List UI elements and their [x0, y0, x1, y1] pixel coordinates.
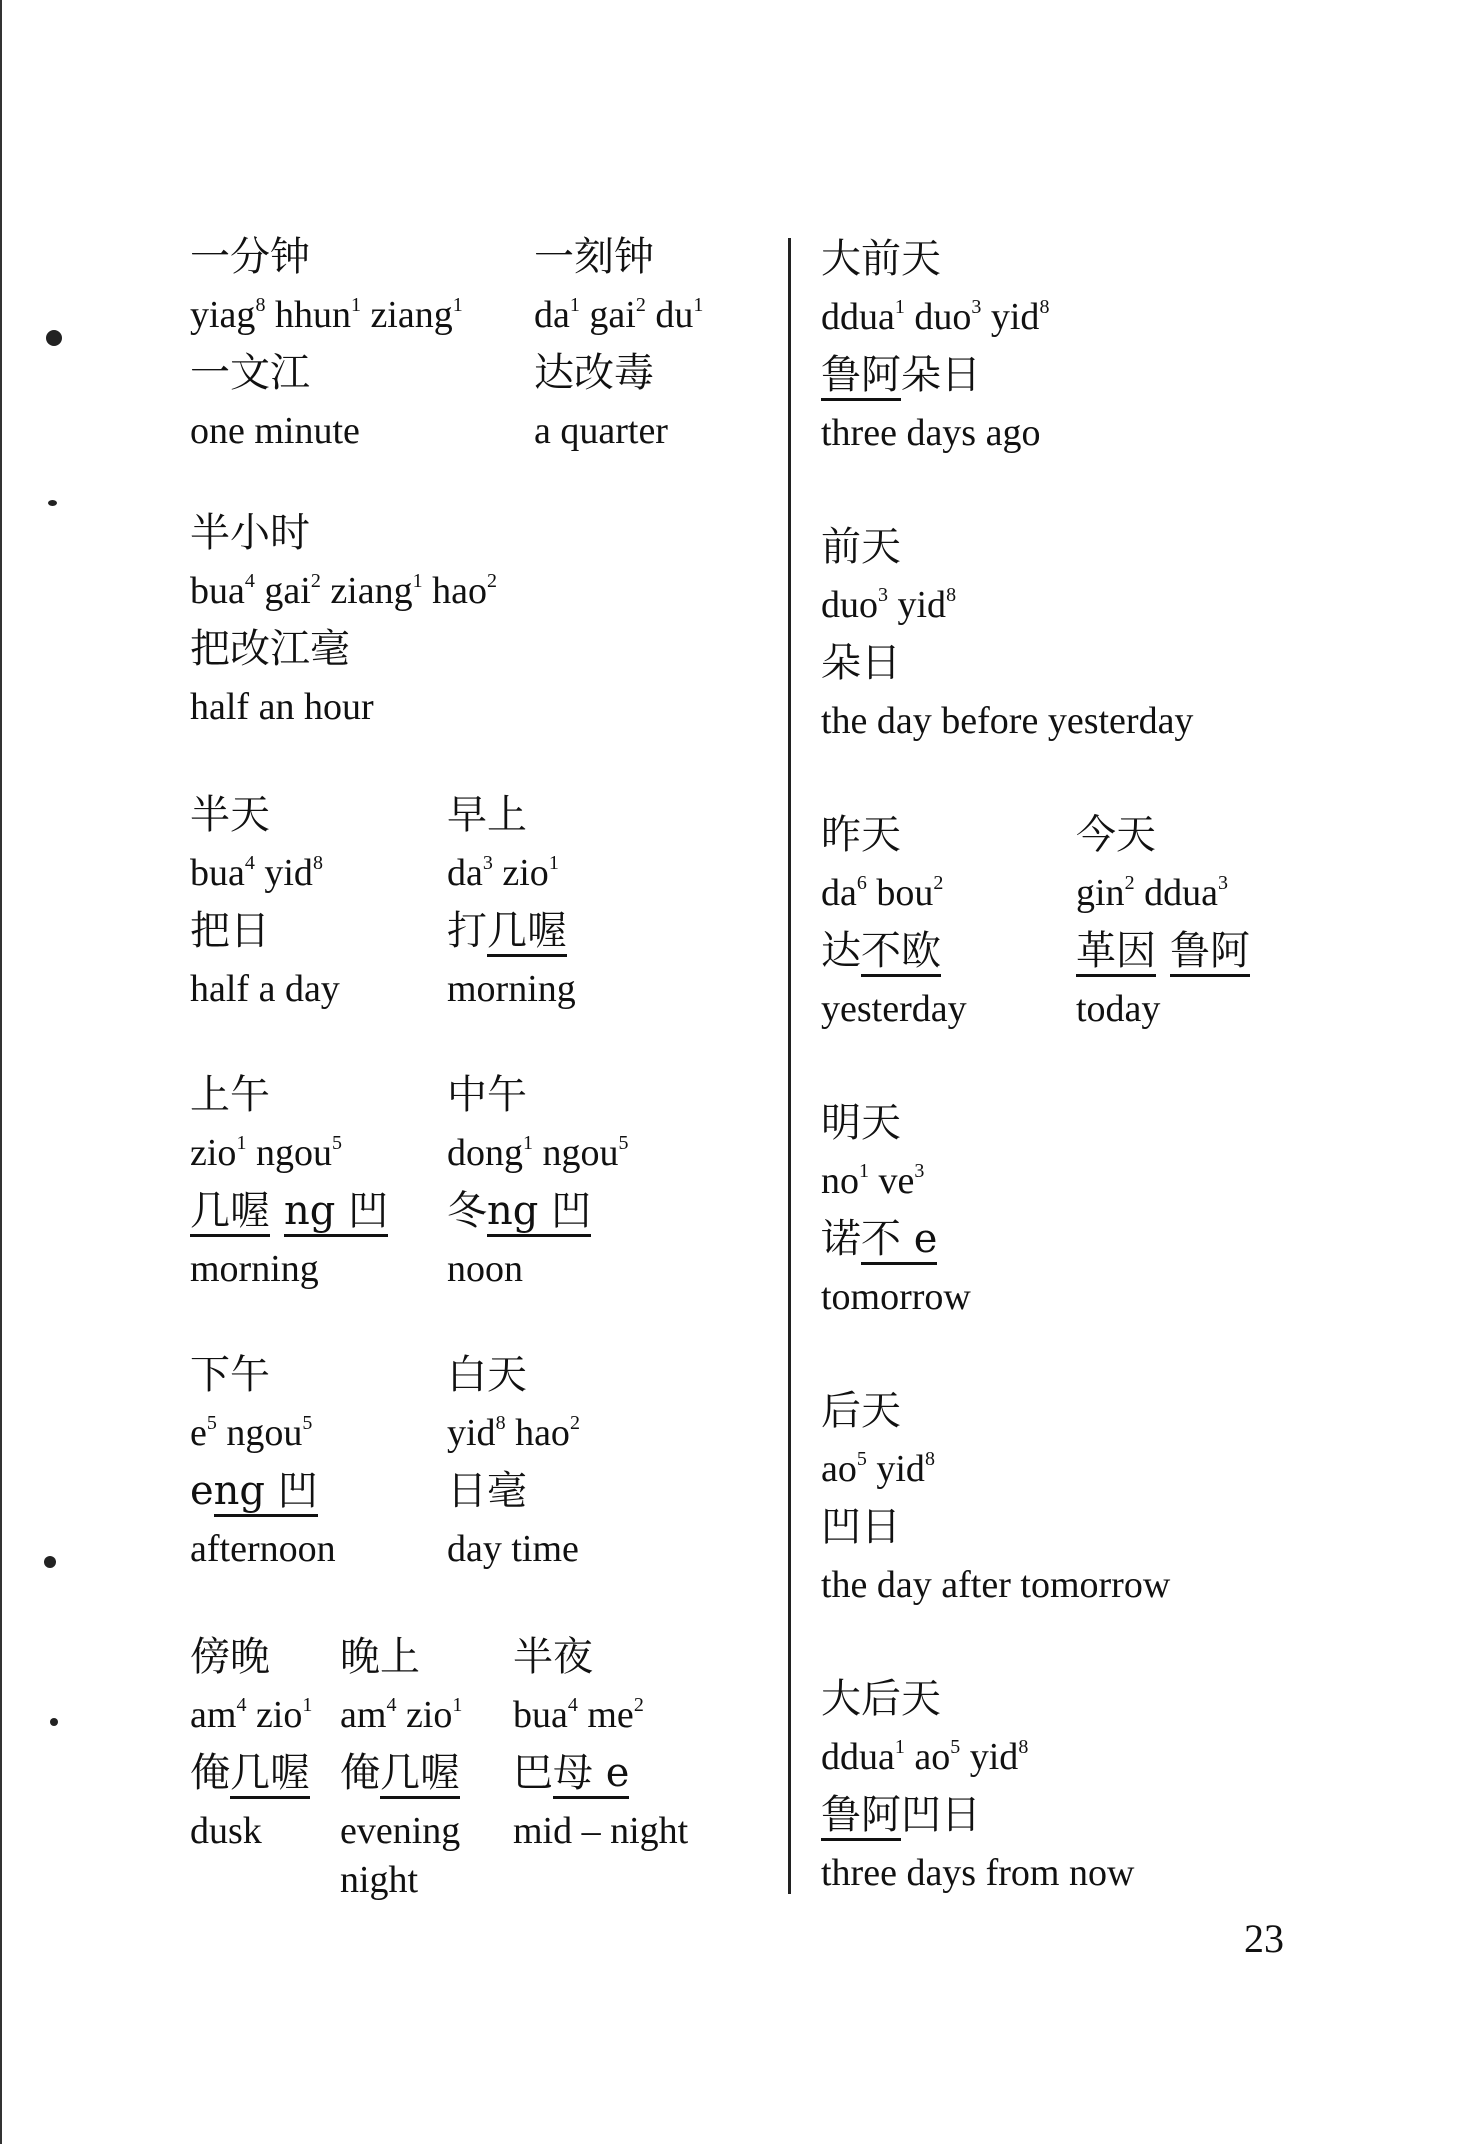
- english-meaning: morning: [190, 1248, 319, 1290]
- romanization: [190, 286, 463, 344]
- tone-number: 1: [350, 294, 361, 316]
- chinese-term: 白天: [447, 1352, 527, 1398]
- tone-number: 4: [567, 1694, 578, 1716]
- romanization: [821, 576, 1193, 634]
- glossary-entry: [190, 228, 463, 460]
- english-meaning: yesterday: [821, 988, 967, 1030]
- syllable: yid: [897, 584, 947, 626]
- glossary-entry: [190, 786, 340, 1018]
- dialect-transcription: [340, 1744, 462, 1802]
- romanization: [447, 1404, 580, 1462]
- syllable: gin: [1076, 872, 1125, 914]
- romanization: [1076, 864, 1250, 922]
- syllable: ao: [914, 1736, 951, 1778]
- tone-number: 3: [878, 584, 888, 606]
- plain-segment: 达: [821, 928, 861, 974]
- chinese-term: 大前天: [821, 236, 941, 282]
- dialect-transcription: [821, 922, 967, 980]
- syllable: bua: [513, 1694, 568, 1736]
- syllable: zio: [255, 1694, 303, 1736]
- syllable: ddua: [1144, 872, 1218, 914]
- dialect-transcription: [447, 1462, 580, 1520]
- tone-number: 5: [950, 1736, 961, 1758]
- underlined-segment: 几喔: [380, 1750, 460, 1799]
- english-meaning: night: [340, 1859, 419, 1901]
- tone-number: 2: [1124, 872, 1135, 894]
- chinese-term: 早上: [447, 792, 527, 838]
- underlined-segment: 鲁阿: [821, 352, 901, 401]
- chinese-term: 今天: [1076, 812, 1156, 858]
- underlined-segment: 不欧: [861, 928, 941, 977]
- tone-number: 4: [386, 1694, 397, 1716]
- syllable: da: [447, 852, 483, 894]
- plain-segment: 朵日: [901, 352, 981, 398]
- syllable: ziang: [330, 570, 413, 612]
- syllable: yid: [876, 1448, 925, 1490]
- plain-segment: 一文江: [190, 350, 310, 396]
- syllable: bua: [190, 852, 245, 894]
- column-divider: [788, 238, 791, 1894]
- dialect-transcription: [821, 1786, 1134, 1844]
- syllable: zio: [502, 852, 549, 894]
- tone-number: 2: [635, 294, 646, 316]
- bullet-mark: [46, 330, 62, 346]
- syllable: bua: [190, 570, 245, 612]
- syllable: hao: [432, 570, 487, 612]
- syllable: duo: [914, 296, 972, 338]
- tone-number: 3: [971, 296, 982, 318]
- tone-number: 1: [412, 570, 423, 592]
- syllable: hhun: [274, 294, 351, 336]
- syllable: me: [587, 1694, 634, 1736]
- chinese-term: 傍晚: [190, 1634, 270, 1680]
- plain-segment: 巴: [513, 1750, 553, 1796]
- syllable: da: [821, 872, 857, 914]
- syllable: ddua: [821, 1736, 895, 1778]
- tone-number: 2: [633, 1694, 644, 1716]
- english-meaning: dusk: [190, 1810, 262, 1852]
- tone-number: 1: [452, 1694, 463, 1716]
- tone-number: 5: [302, 1412, 313, 1434]
- tone-number: 3: [482, 852, 493, 874]
- underlined-segment: 几喔: [230, 1750, 310, 1799]
- glossary-entry: [821, 230, 1049, 462]
- english-meaning: mid – night: [513, 1810, 689, 1852]
- syllable: yid: [969, 1736, 1019, 1778]
- romanization: [534, 286, 703, 344]
- chinese-term: 半天: [190, 792, 270, 838]
- tone-number: 1: [894, 296, 905, 318]
- english-meaning: morning: [447, 968, 576, 1010]
- dialect-transcription: [534, 344, 703, 402]
- dialect-transcription: [190, 902, 340, 960]
- chinese-term: 半小时: [190, 510, 310, 556]
- tone-number: 8: [495, 1412, 506, 1434]
- syllable: e: [190, 1412, 207, 1454]
- english-meaning: today: [1076, 988, 1161, 1030]
- dialect-transcription: [447, 1182, 629, 1240]
- syllable: ziang: [370, 294, 453, 336]
- syllable: ngou: [542, 1132, 619, 1174]
- romanization: [190, 562, 497, 620]
- tone-number: 1: [236, 1132, 247, 1154]
- bullet-mark: [50, 1718, 58, 1726]
- dialect-transcription: [190, 620, 497, 678]
- english-meaning: noon: [447, 1248, 523, 1290]
- syllable: yid: [264, 852, 313, 894]
- glossary-entry: [190, 1628, 312, 1860]
- english-meaning: half an hour: [190, 686, 374, 728]
- romanization: [821, 1728, 1134, 1786]
- syllable: gai: [264, 570, 311, 612]
- dialect-transcription: [190, 344, 463, 402]
- syllable: yid: [990, 296, 1040, 338]
- tone-number: 1: [569, 294, 580, 316]
- english-meaning: three days from now: [821, 1852, 1135, 1894]
- chinese-term: 明天: [821, 1100, 901, 1146]
- glossary-entry: [534, 228, 703, 460]
- syllable: am: [340, 1694, 387, 1736]
- tone-number: 8: [255, 294, 266, 316]
- chinese-term: 上午: [190, 1072, 270, 1118]
- syllable: am: [190, 1694, 237, 1736]
- tone-number: 5: [206, 1412, 217, 1434]
- plain-segment: 把改江毫: [190, 626, 350, 672]
- underlined-segment: 几喔: [190, 1188, 270, 1237]
- plain-segment: e: [190, 1468, 214, 1514]
- romanization: [447, 1124, 629, 1182]
- glossary-entry: [821, 518, 1193, 750]
- tone-number: 1: [548, 852, 559, 874]
- tone-number: 1: [859, 1160, 869, 1182]
- chinese-term: 昨天: [821, 812, 901, 858]
- tone-number: 2: [933, 872, 944, 894]
- underlined-segment: 母 e: [553, 1750, 629, 1799]
- english-meaning: afternoon: [190, 1528, 336, 1570]
- tone-number: 5: [856, 1448, 867, 1470]
- english-meaning: one minute: [190, 410, 360, 452]
- bullet-mark: [44, 1556, 56, 1568]
- chinese-term: 晚上: [340, 1634, 420, 1680]
- chinese-term: 一分钟: [190, 234, 310, 280]
- chinese-term: 前天: [821, 524, 901, 570]
- syllable: duo: [821, 584, 878, 626]
- glossary-entry: [447, 1066, 629, 1298]
- plain-segment: 日毫: [447, 1468, 527, 1514]
- glossary-entry: [340, 1628, 462, 1900]
- tone-number: 2: [310, 570, 321, 592]
- english-meaning: tomorrow: [821, 1276, 971, 1318]
- plain-segment: 俺: [190, 1750, 230, 1796]
- glossary-entry: [513, 1628, 688, 1860]
- syllable: ao: [821, 1448, 857, 1490]
- tone-number: 8: [1018, 1736, 1029, 1758]
- tone-number: 1: [894, 1736, 905, 1758]
- glossary-entry: [190, 1346, 336, 1578]
- tone-number: 1: [523, 1132, 533, 1154]
- syllable: du: [655, 294, 694, 336]
- english-meaning: evening: [340, 1810, 461, 1852]
- glossary-entry: [821, 1382, 1170, 1614]
- underlined-segment: ng 凹: [284, 1188, 388, 1237]
- romanization: [447, 844, 576, 902]
- syllable: bou: [876, 872, 934, 914]
- glossary-entry: [821, 806, 967, 1038]
- romanization: [821, 1152, 971, 1210]
- plain-segment: 凹日: [821, 1504, 901, 1550]
- plain-segment: 把日: [190, 908, 270, 954]
- dialect-transcription: [821, 346, 1049, 404]
- syllable: ngou: [255, 1132, 332, 1174]
- plain-segment: 诺: [821, 1216, 861, 1262]
- tone-number: 1: [302, 1694, 313, 1716]
- romanization: [190, 844, 340, 902]
- dialect-transcription: [821, 634, 1193, 692]
- dialect-transcription: [190, 1182, 388, 1240]
- underlined-segment: ng 凹: [214, 1468, 318, 1517]
- underlined-segment: 革因: [1076, 928, 1156, 977]
- romanization: [340, 1686, 462, 1744]
- plain-segment: 朵日: [821, 640, 901, 686]
- tone-number: 2: [569, 1412, 580, 1434]
- plain-segment: 达改毒: [534, 350, 654, 396]
- romanization: [190, 1404, 336, 1462]
- syllable: zio: [190, 1132, 237, 1174]
- underlined-segment: ng 凹: [487, 1188, 591, 1237]
- english-meaning: the day before yesterday: [821, 700, 1194, 742]
- underlined-segment: 鲁阿: [1170, 928, 1250, 977]
- underlined-segment: 鲁阿: [821, 1792, 901, 1841]
- dialect-transcription: [1076, 922, 1250, 980]
- tone-number: 8: [946, 584, 957, 606]
- english-meaning: the day after tomorrow: [821, 1564, 1171, 1606]
- glossary-entry: [447, 786, 576, 1018]
- syllable: ngou: [226, 1412, 303, 1454]
- chinese-term: 下午: [190, 1352, 270, 1398]
- english-meaning: day time: [447, 1528, 579, 1570]
- plain-segment: 冬: [447, 1188, 487, 1234]
- tone-number: 5: [618, 1132, 629, 1154]
- english-meaning: a quarter: [534, 410, 668, 452]
- glossary-entry: [821, 1094, 971, 1326]
- romanization: [190, 1124, 388, 1182]
- romanization: [821, 1440, 1170, 1498]
- syllable: da: [534, 294, 570, 336]
- bullet-mark: [48, 500, 57, 506]
- tone-number: 3: [914, 1160, 925, 1182]
- dialect-transcription: [513, 1744, 688, 1802]
- chinese-term: 大后天: [821, 1676, 941, 1722]
- chinese-term: 后天: [821, 1388, 901, 1434]
- syllable: ve: [878, 1160, 915, 1202]
- syllable: ddua: [821, 296, 895, 338]
- tone-number: 4: [236, 1694, 247, 1716]
- tone-number: 3: [1217, 872, 1228, 894]
- syllable: yiag: [190, 294, 256, 336]
- chinese-term: 半夜: [513, 1634, 593, 1680]
- syllable: hao: [515, 1412, 570, 1454]
- english-meaning: half a day: [190, 968, 340, 1010]
- tone-number: 6: [856, 872, 867, 894]
- dialect-transcription: [821, 1498, 1170, 1556]
- dialect-transcription: [190, 1744, 312, 1802]
- dialect-transcription: [447, 902, 576, 960]
- glossary-entry: [447, 1346, 580, 1578]
- chinese-term: 一刻钟: [534, 234, 654, 280]
- tone-number: 1: [452, 294, 463, 316]
- underlined-segment: 不 e: [861, 1216, 937, 1265]
- romanization: [513, 1686, 688, 1744]
- english-meaning: three days ago: [821, 412, 1041, 454]
- glossary-entry: [821, 1670, 1134, 1902]
- tone-number: 8: [1039, 296, 1050, 318]
- tone-number: 4: [244, 852, 255, 874]
- syllable: yid: [447, 1412, 496, 1454]
- glossary-entry: [1076, 806, 1250, 1038]
- tone-number: 1: [693, 294, 704, 316]
- page-number: 23: [1244, 1916, 1284, 1961]
- tone-number: 5: [331, 1132, 342, 1154]
- syllable: gai: [589, 294, 636, 336]
- glossary-entry: [190, 504, 497, 736]
- syllable: no: [821, 1160, 859, 1202]
- glossary-entry: [190, 1066, 388, 1298]
- plain-segment: 凹日: [901, 1792, 981, 1838]
- dialect-transcription: [821, 1210, 971, 1268]
- underlined-segment: 几喔: [487, 908, 567, 957]
- dialect-transcription: [190, 1462, 336, 1520]
- romanization: [190, 1686, 312, 1744]
- chinese-term: 中午: [447, 1072, 527, 1118]
- page-left-edge: [0, 0, 2, 2144]
- tone-number: 4: [244, 570, 255, 592]
- tone-number: 2: [486, 570, 497, 592]
- romanization: [821, 864, 967, 922]
- tone-number: 8: [924, 1448, 935, 1470]
- plain-segment: 打: [447, 908, 487, 954]
- syllable: dong: [447, 1132, 523, 1174]
- plain-segment: 俺: [340, 1750, 380, 1796]
- syllable: zio: [405, 1694, 453, 1736]
- tone-number: 8: [312, 852, 323, 874]
- romanization: [821, 288, 1049, 346]
